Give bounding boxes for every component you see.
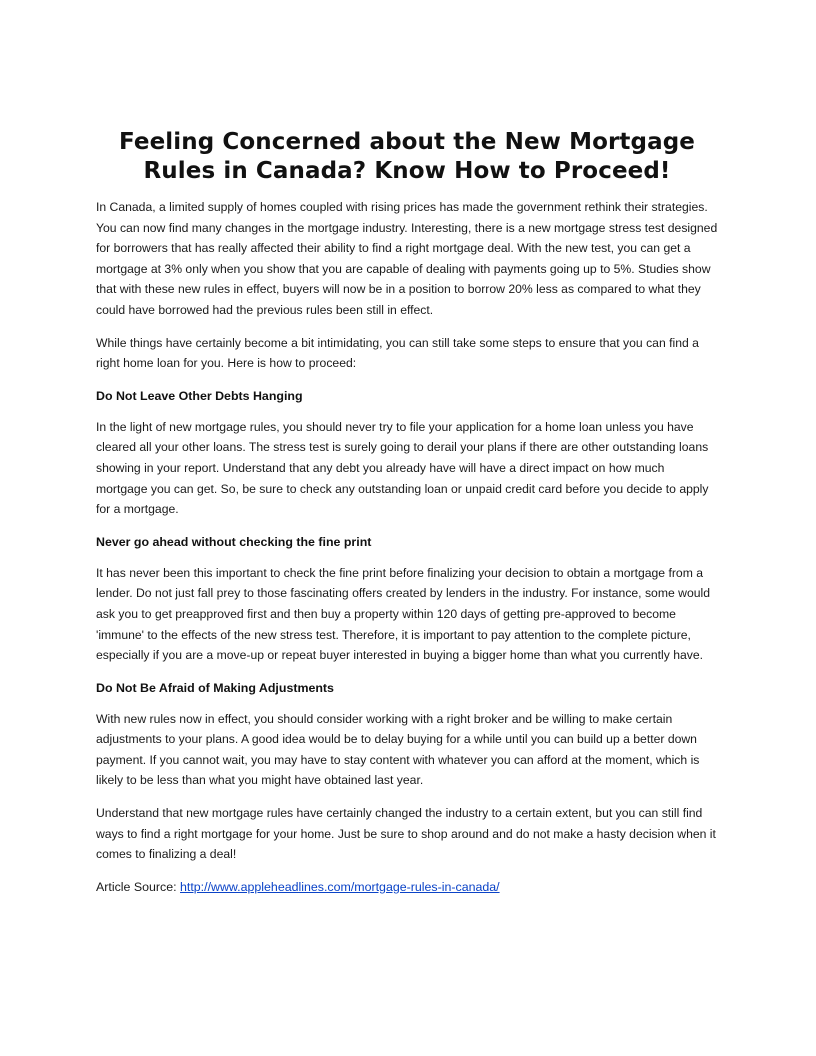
conclusion-paragraph: Understand that new mortgage rules have certainly changed the industry to a certain extent, but you can still find ways to find a right mortgage for your home. Just be sure to shop around and do not make a hasty decision when it comes to finalizing a deal! (96, 806, 716, 862)
section-heading-adjustments: Do Not Be Afraid of Making Adjustments (96, 680, 334, 695)
section-body-adjustments: With new rules now in effect, you should consider working with a right broker and be willing to make certain adjustments to your plans. A good idea would be to delay buying for a while until you can build up a better down payment. If you cannot wait, you may have to stay content with whatever you can afford at the moment, which is likely to be less than what you might have obtained last year. (96, 711, 700, 788)
section-heading-fine-print: Never go ahead without checking the fine print (96, 534, 372, 549)
section-body-fine-print: It has never been this important to check the fine print before finalizing your decision to obtain a mortgage from a lender. Do not just fall prey to those fascinating offers created by lenders in the industry. For instance, some would ask you to get preapproved first and then buy a property within 120 days of getting pre-approved to become 'immune' to the effects of the new stress test. Therefore, it is important to pay attention to the complete picture, especially if you are a move-up or repeat buyer interested in buying a bigger home than what you currently have. (96, 565, 710, 663)
document-page (96, 128, 718, 897)
section-body-debts: In the light of new mortgage rules, you should never try to file your application for a home loan unless you have cleared all your other loans. The stress test is surely going to derail your plans if there are other outstanding loans showing in your report. Understand that any debt you already have will have a direct impact on how much mortgage you can get. So, be sure to check any outstanding loan or unpaid credit card before you decide to apply for a mortgage. (96, 419, 709, 517)
article-source-link[interactable]: http://www.appleheadlines.com/mortgage-rules-in-canada/ (180, 879, 500, 894)
article-source-label: Article Source: (96, 879, 181, 894)
intro-paragraph-2: While things have certainly become a bit intimidating, you can still take some steps to ensure that you can find a right home loan for you. Here is how to proceed: (96, 335, 699, 371)
intro-paragraph-1: In Canada, a limited supply of homes coupled with rising prices has made the government rethink their strategies. You can now find many changes in the mortgage industry. Interesting, there is a new mortgage stress test designed for borrowers that has really affected their ability to find a right mortgage deal. With the new test, you can get a mortgage at 3% only when you show that you are capable of dealing with payments going up to 5%. Studies show that with these new rules in effect, buyers will now be in a position to borrow 20% less as compared to what they could have borrowed had the previous rules been still in effect. (96, 200, 718, 317)
section-heading-debts: Do Not Leave Other Debts Hanging (96, 388, 303, 403)
article-source (96, 877, 718, 897)
document-title: Feeling Concerned about the New Mortgage Rules in Canada? Know How to Proceed! (119, 129, 695, 184)
